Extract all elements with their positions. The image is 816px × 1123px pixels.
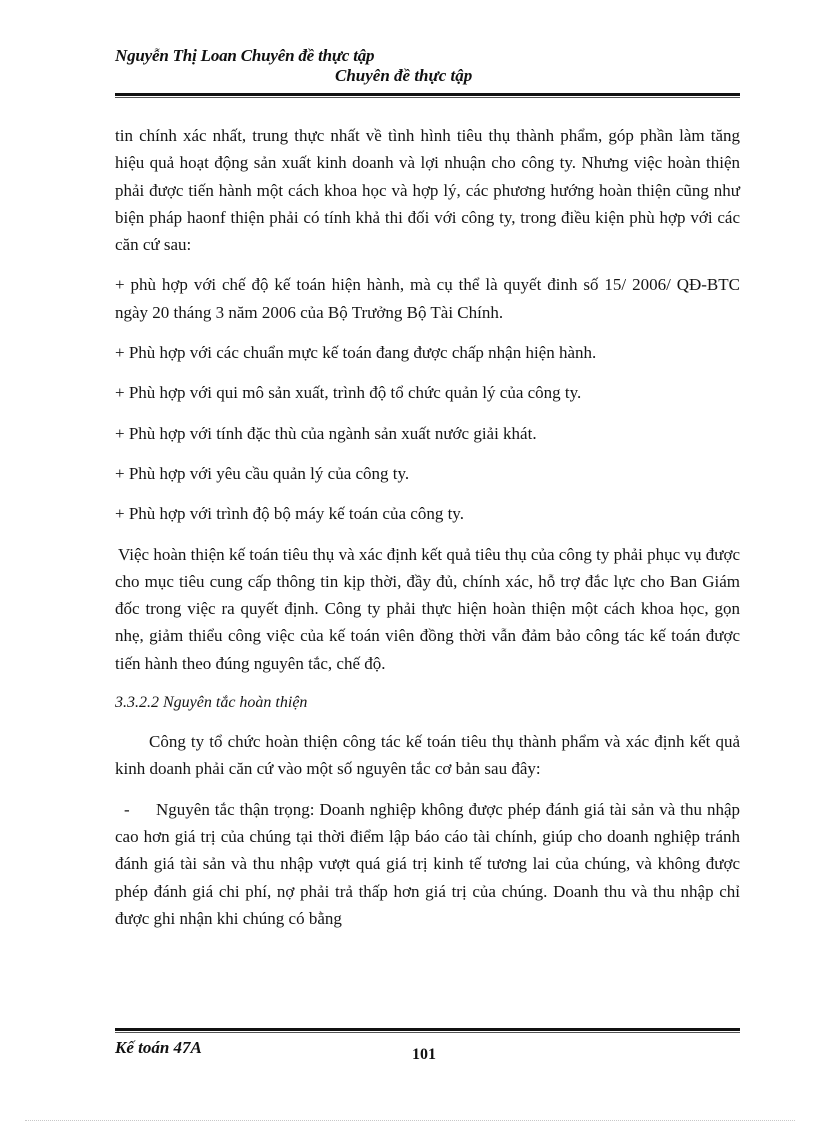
page-header — [115, 46, 740, 86]
dash-bullet: - — [124, 799, 130, 819]
criteria-item: + Phù hợp với các chuẩn mực kế toán đang được chấp nhận hiện hành. — [115, 343, 597, 363]
criteria-item: + Phù hợp với tính đặc thù của ngành sản xuất nước giải khát. — [115, 423, 537, 443]
section-heading: 3.3.2.2 Nguyên tắc hoàn thiện — [115, 694, 308, 712]
paragraph-principles-intro: Công ty tổ chức hoàn thiện công tác kế toán tiêu thụ thành phẩm và xác định kết quả kinh doanh phải căn cứ vào một số nguyên tắc cơ bản sau đây: — [115, 732, 740, 779]
header-author-title: Nguyễn Thị Loan Chuyên đề thực tập — [115, 46, 375, 65]
criteria-item: + Phù hợp với qui mô sản xuất, trình độ tổ chức quản lý của công ty. — [115, 383, 582, 403]
page-number: 101 — [412, 1046, 436, 1063]
document-body — [115, 122, 740, 932]
page-edge-divider — [25, 1120, 795, 1121]
footer-rule — [115, 1028, 740, 1033]
header-rule — [115, 93, 740, 98]
paragraph-intro: tin chính xác nhất, trung thực nhất về tình hình tiêu thụ thành phẩm, góp phần làm tăng hiệu quả hoạt động sản xuất kinh doanh và lợi nhuận cho công ty. Nhưng việc hoàn thiện phải được tiến hành một cách khoa học và hợp lý, các phương hướng hoàn thiện cũng như biện pháp haonf thiện phải có tính khả thi đối với công ty, trong điều kiện phù hợp với các căn cứ sau: — [115, 126, 740, 255]
principle-prudence — [115, 796, 740, 932]
criteria-item: + Phù hợp với trình độ bộ máy kế toán của công ty. — [115, 504, 464, 524]
paragraph-improvement-goal: Việc hoàn thiện kế toán tiêu thụ và xác định kết quả tiêu thụ của công ty phải phục vụ được cho mục tiêu cung cấp thông tin kịp thời, đầy đủ, chính xác, hỗ trợ đắc lực cho Ban Giám đốc trong việc ra quyết định. Công ty phải thực hiện hoàn thiện một cách khoa học, gọn nhẹ, giảm thiểu công việc của kế toán viên đồng thời vẫn đảm bảo công tác kế toán được tiến hành theo đúng nguyên tắc, chế độ. — [115, 544, 740, 673]
criteria-item: + phù hợp với chế độ kế toán hiện hành, mà cụ thể là quyết đinh số 15/ 2006/ QĐ-BTC ngày 20 tháng 3 năm 2006 của Bộ Trưởng Bộ Tài Chính. — [115, 275, 740, 322]
principle-prudence-text: Nguyên tắc thận trọng: Doanh nghiệp không được phép đánh giá tài sản và thu nhập cao hơn giá trị của chúng tại thời điểm lập báo cáo tài chính, giúp cho doanh nghiệp tránh đánh giá tài sản và thu nhập vượt quá giá trị kinh tế tương lai của chúng, và không được phép đánh giá chi phí, nợ phải trả thấp hơn giá trị của chúng. Doanh thu và thu nhập chỉ được ghi nhận khi chúng có bằng — [115, 799, 740, 928]
header-title: Chuyên đề thực tập — [335, 66, 473, 85]
footer-class-label: Kế toán 47A — [115, 1038, 202, 1057]
criteria-item: + Phù hợp với yêu cầu quản lý của công ty. — [115, 463, 410, 483]
